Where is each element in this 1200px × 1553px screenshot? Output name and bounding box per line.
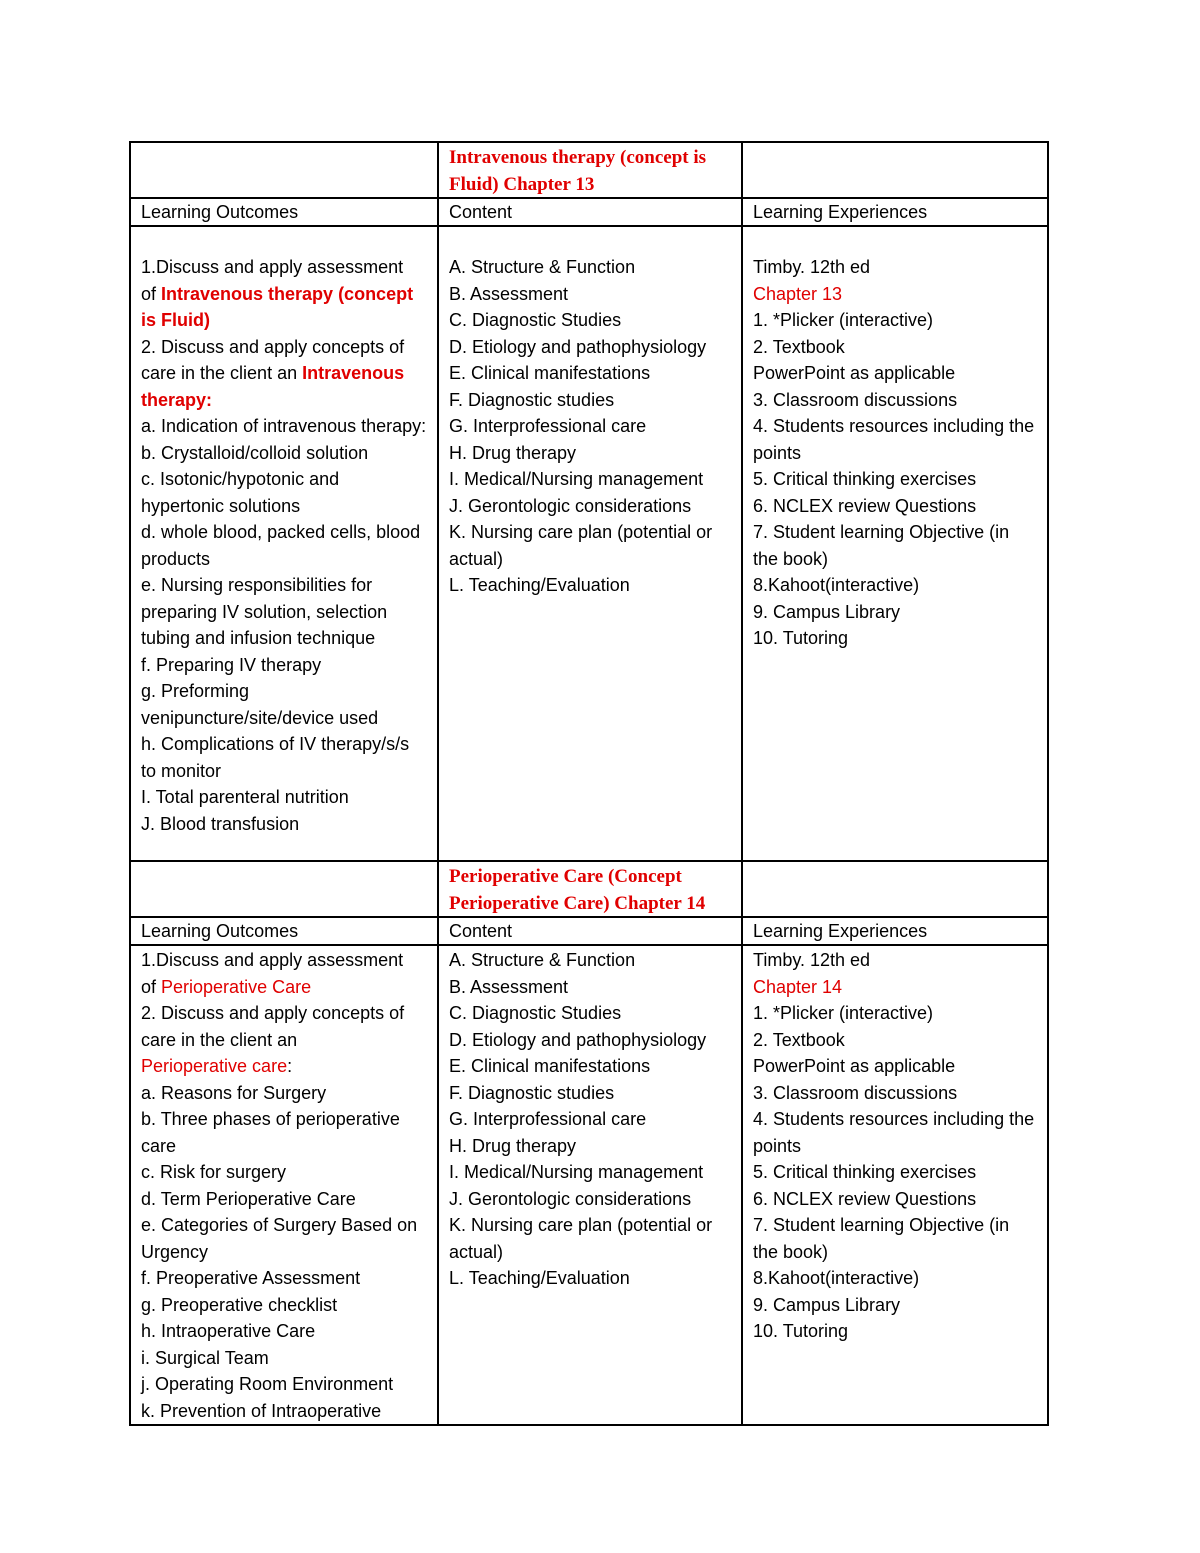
column-header: Learning Experiences [742,198,1048,226]
column-header: Learning Outcomes [130,917,438,945]
outcome-sublist [141,413,427,837]
empty-cell [742,142,1048,198]
textbook-reference: Timby. 12th ed [753,257,871,277]
list-item: J. Gerontologic considerations [449,1188,692,1209]
outcome-1-text: 1.Discuss and apply assessment [141,950,404,970]
list-item: 4. Students resources including the points [753,416,1035,463]
list-item: 5. Critical thinking exercises [753,1162,977,1182]
list-item: B. Assessment [449,976,569,997]
list-item: PowerPoint as applicable [753,1056,956,1076]
learning-outcomes-cell [130,226,438,861]
list-item: 7. Student learning Objective (in the book) [753,1215,1010,1262]
list-item: G. Interprofessional care [449,416,647,436]
list-item: L. Teaching/Evaluation [449,1268,630,1288]
list-item: d. whole blood, packed cells, blood products [141,522,421,569]
list-item: 8.Kahoot(interactive) [753,575,920,595]
section-title: Perioperative Care (Concept Perioperative Care) Chapter 14 [449,866,706,914]
chapter-reference: Chapter 13 [753,283,843,304]
list-item: PowerPoint as applicable [753,363,956,383]
list-item: a. Indication of intravenous therapy: [141,416,427,436]
outcome-2: 2. Discuss and apply concepts of care in the client an Perioperative care: [141,1003,405,1076]
syllabus-table [129,141,1049,1426]
list-item: a. Reasons for Surgery [141,1082,327,1103]
list-item: h. Complications of IV therapy/s/s to monitor [141,734,410,781]
outcome-sublist [141,1080,427,1425]
column-header: Learning Outcomes [130,198,438,226]
column-header: Content [438,198,742,226]
content-cell [438,226,742,861]
list-item: F. Diagnostic studies [449,389,615,410]
column-header-row [130,198,1048,226]
list-item: F. Diagnostic studies [449,1082,615,1103]
column-header: Content [438,917,742,945]
list-item: b. Three phases of perioperative care [141,1109,400,1156]
list-item: f. Preparing IV therapy [141,654,322,675]
list-item: e. Nursing responsibilities for preparing IV solution, selection tubing and infusion technique [141,575,388,648]
list-item: 2. Textbook [753,1029,845,1050]
list-item: H. Drug therapy [449,1135,577,1156]
list-item: 6. NCLEX review Questions [753,1188,977,1209]
list-item: g. Preforming venipuncture/site/device used [141,681,379,728]
outcome-1-topic-line: of Perioperative Care [141,976,312,997]
list-item: 2. Textbook [753,336,845,357]
list-item: 10. Tutoring [753,628,849,648]
list-item: I. Medical/Nursing management [449,469,704,489]
list-item: 1. *Plicker (interactive) [753,310,934,330]
column-header-row [130,917,1048,945]
list-item: 3. Classroom discussions [753,1082,958,1103]
outcome-2-topic: Intravenous therapy: [141,363,405,410]
list-item: I. Medical/Nursing management [449,1162,704,1182]
list-item: I. Total parenteral nutrition [141,787,349,807]
list-item: E. Clinical manifestations [449,1056,651,1076]
empty-cell [742,861,1048,917]
list-item: f. Preoperative Assessment [141,1268,361,1288]
list-item: K. Nursing care plan (potential or actual) [449,522,713,569]
section-title-row [130,142,1048,198]
list-item: 5. Critical thinking exercises [753,469,977,489]
list-item: D. Etiology and pathophysiology [449,1029,707,1050]
learning-experiences-cell [742,226,1048,861]
section-body-row [130,226,1048,861]
list-item: D. Etiology and pathophysiology [449,336,707,357]
outcome-2-topic: Perioperative care [141,1056,288,1076]
list-item: A. Structure & Function [449,950,636,970]
list-item: C. Diagnostic Studies [449,310,622,330]
list-item: H. Drug therapy [449,442,577,463]
list-item: d. Term Perioperative Care [141,1188,356,1209]
list-item: J. Gerontologic considerations [449,495,692,516]
column-header: Learning Experiences [742,917,1048,945]
list-item: A. Structure & Function [449,257,636,277]
outcome-1-topic: Perioperative Care [161,976,312,997]
learning-experiences-cell [742,945,1048,1425]
list-item: 4. Students resources including the points [753,1109,1035,1156]
list-item: 9. Campus Library [753,601,901,622]
section-title: Intravenous therapy (concept is Fluid) Chapter 13 [449,147,707,195]
list-item: k. Prevention of Intraoperative [141,1400,382,1421]
learning-outcomes-cell [130,945,438,1425]
list-item: 8.Kahoot(interactive) [753,1268,920,1288]
outcome-1-topic-line: of Intravenous therapy (concept is Fluid) [141,283,414,330]
list-item: g. Preoperative checklist [141,1294,338,1315]
list-item: e. Categories of Surgery Based on Urgency [141,1215,418,1262]
outcome-2: 2. Discuss and apply concepts of care in the client an Intravenous therapy: [141,336,405,410]
list-item: 6. NCLEX review Questions [753,495,977,516]
section-title-cell [438,142,742,198]
outcome-1-topic: Intravenous therapy (concept is Fluid) [141,283,414,330]
textbook-reference: Timby. 12th ed [753,950,871,970]
content-cell [438,945,742,1425]
list-item: B. Assessment [449,283,569,304]
list-item: j. Operating Room Environment [141,1374,394,1394]
outcome-1-text: 1.Discuss and apply assessment [141,257,404,277]
list-item: L. Teaching/Evaluation [449,575,630,595]
empty-cell [130,861,438,917]
list-item: c. Risk for surgery [141,1162,287,1182]
section-title-row [130,861,1048,917]
list-item: C. Diagnostic Studies [449,1003,622,1023]
list-item: h. Intraoperative Care [141,1321,316,1341]
list-item: i. Surgical Team [141,1347,269,1368]
list-item: G. Interprofessional care [449,1109,647,1129]
list-item: 9. Campus Library [753,1294,901,1315]
section-body-row [130,945,1048,1425]
list-item: E. Clinical manifestations [449,363,651,383]
list-item: b. Crystalloid/colloid solution [141,442,369,463]
chapter-reference: Chapter 14 [753,976,843,997]
list-item: 10. Tutoring [753,1321,849,1341]
list-item: 1. *Plicker (interactive) [753,1003,934,1023]
section-title-cell [438,861,742,917]
list-item: K. Nursing care plan (potential or actual) [449,1215,713,1262]
list-item: c. Isotonic/hypotonic and hypertonic solutions [141,469,340,516]
empty-cell [130,142,438,198]
list-item: J. Blood transfusion [141,813,300,834]
list-item: 3. Classroom discussions [753,389,958,410]
list-item: 7. Student learning Objective (in the book) [753,522,1010,569]
